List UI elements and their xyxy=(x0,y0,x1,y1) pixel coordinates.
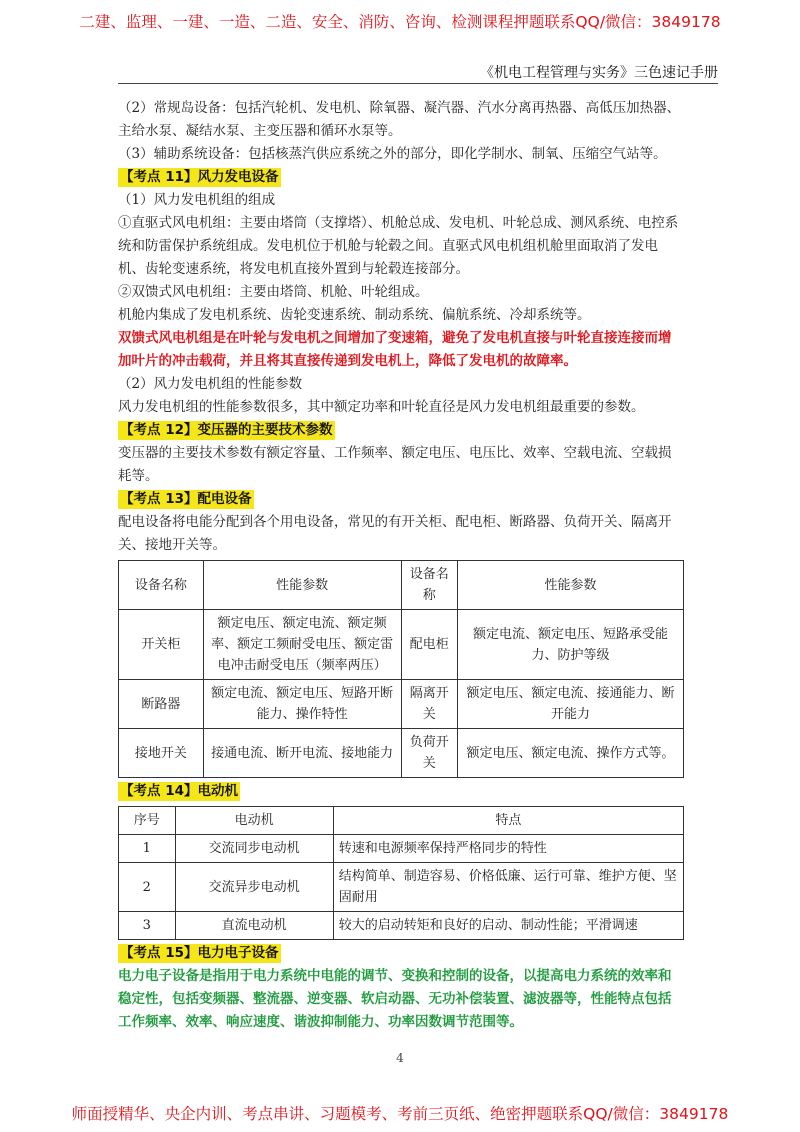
td: 较大的启动转矩和良好的启动、制动性能；平滑调速 xyxy=(333,912,683,940)
td: 2 xyxy=(119,863,176,912)
paragraph: 配电设备将电能分配到各个用电设备，常见的有开关柜、配电柜、断路器、负荷开关、隔离开关、接地开关等。 xyxy=(118,514,672,553)
th: 设备名称 xyxy=(119,561,204,610)
td: 3 xyxy=(119,912,176,940)
header-rule xyxy=(118,83,718,84)
paragraph: 变压器的主要技术参数有额定容量、工作频率、额定电压、电压比、效率、空载电流、空载损耗等。 xyxy=(118,445,672,484)
kp-heading: 【考点 11】风力发电设备 xyxy=(120,169,279,185)
td: 负荷开关 xyxy=(401,729,458,778)
th: 序号 xyxy=(119,807,176,835)
paragraph-highlight: 双馈式风电机组是在叶轮与发电机之间增加了变速箱，避免了发电机直接与叶轮直接连接而增加叶片的冲击载荷，并且将其直接传递到发电机上，降低了发电机的故障率。 xyxy=(118,330,672,369)
td: 转速和电源频率保持严格同步的特性 xyxy=(333,835,683,863)
paragraph: （2）风力发电机组的性能参数 xyxy=(118,376,303,392)
paragraph: ②双馈式风电机组：主要由塔筒、机舱、叶轮组成。 xyxy=(118,284,429,300)
td: 断路器 xyxy=(119,680,204,729)
td: 配电柜 xyxy=(401,610,458,680)
top-banner: 二建、监理、一建、一造、二造、安全、消防、咨询、检测课程押题联系QQ/微信：3849178 xyxy=(79,13,721,31)
td: 额定电压、额定电流、额定频率、额定工频耐受电压、额定雷电冲击耐受电压（频率两压） xyxy=(203,610,401,680)
td: 1 xyxy=(119,835,176,863)
td: 隔离开关 xyxy=(401,680,458,729)
th: 性能参数 xyxy=(458,561,684,610)
td: 额定电压、额定电流、接通能力、断开能力 xyxy=(458,680,684,729)
th: 性能参数 xyxy=(203,561,401,610)
paragraph: 机舱内集成了发电机系统、齿轮变速系统、制动系统、偏航系统、冷却系统等。 xyxy=(118,307,591,323)
paragraph-highlight: 电力电子设备是指用于电力系统中电能的调节、变换和控制的设备，以提高电力系统的效率和稳定性，包括变频器、整流器、逆变器、软启动器、无功补偿装置、滤波器等，性能特点包括工作频率、效率、响应速度、谐波抑制能力、功率因数调节范围等。 xyxy=(118,968,672,1030)
th: 电动机 xyxy=(175,807,333,835)
paragraph: （3）辅助系统设备：包括核蒸汽供应系统之外的部分，即化学制水、制氧、压缩空气站等。 xyxy=(118,146,667,162)
td: 直流电动机 xyxy=(175,912,333,940)
td: 结构简单、制造容易、价格低廉、运行可靠、维护方便、坚固耐用 xyxy=(333,863,683,912)
td: 接地开关 xyxy=(119,729,204,778)
td: 额定电流、额定电压、短路承受能力、防护等级 xyxy=(458,610,684,680)
distribution-table xyxy=(118,560,684,778)
bottom-banner: 师面授精华、央企内训、考点串讲、习题模考、考前三页纸、绝密押题联系QQ/微信：3849178 xyxy=(71,1105,729,1123)
td: 接通电流、断开电流、接地能力 xyxy=(203,729,401,778)
page-body xyxy=(118,97,684,1034)
th: 设备名称 xyxy=(401,561,458,610)
paragraph: （2）常规岛设备：包括汽轮机、发电机、除氧器、凝汽器、汽水分离再热器、高低压加热器、主给水泵、凝结水泵、主变压器和循环水泵等。 xyxy=(118,100,681,139)
td: 交流同步电动机 xyxy=(175,835,333,863)
th: 特点 xyxy=(333,807,683,835)
kp-heading: 【考点 14】电动机 xyxy=(120,783,238,799)
kp-heading: 【考点 13】配电设备 xyxy=(120,491,252,507)
td: 额定电压、额定电流、操作方式等。 xyxy=(458,729,684,778)
paragraph: （1）风力发电机组的组成 xyxy=(118,192,276,208)
running-header: 《机电工程管理与实务》三色速记手册 xyxy=(480,65,718,81)
motor-table xyxy=(118,806,684,940)
paragraph: 风力发电机组的性能参数很多，其中额定功率和叶轮直径是风力发电机组最重要的参数。 xyxy=(118,399,645,415)
kp-heading: 【考点 12】变压器的主要技术参数 xyxy=(120,422,333,438)
paragraph: ①直驱式风电机组：主要由塔筒（支撑塔）、机舱总成、发电机、叶轮总成、测风系统、电控系统和防雷保护系统组成。发电机位于机舱与轮毂之间。直驱式风电机组机舱里面取消了发电机、齿轮变速系统，将发电机直接外置到与轮毂连接部分。 xyxy=(118,215,679,277)
page-number: 4 xyxy=(396,1051,404,1065)
td: 交流异步电动机 xyxy=(175,863,333,912)
kp-heading: 【考点 15】电力电子设备 xyxy=(120,945,279,961)
td: 开关柜 xyxy=(119,610,204,680)
td: 额定电流、额定电压、短路开断能力、操作特性 xyxy=(203,680,401,729)
